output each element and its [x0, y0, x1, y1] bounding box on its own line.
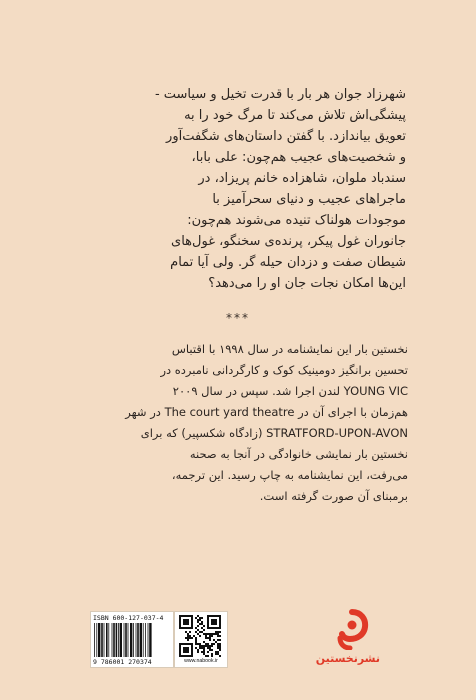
history-line: نخستین بار این نمایشنامه در سال ۱۹۹۸ با اقتباس	[171, 342, 408, 356]
synopsis-line: تعویق بیاندازد. با گفتن داستان‌های شگفت‌آور	[166, 129, 406, 144]
synopsis-line: شیطان صفت و دزدان حیله گر. ولی آیا تمام	[170, 255, 406, 270]
history-line: برمبنای آن صورت گرفته است.	[259, 489, 408, 503]
isbn-label: ISBN 600-127-037-4	[93, 614, 164, 622]
synopsis-line: این‌ها امکان نجات جان او را می‌دهد؟	[208, 276, 406, 291]
isbn-barcode	[90, 611, 174, 668]
history-line: می‌رفت، این نمایشنامه به چاپ رسید. این ترجمه،	[171, 468, 408, 482]
qr-code-icon	[179, 615, 223, 657]
qr-code	[174, 611, 228, 668]
synopsis-line: جانوران غول پیکر، پرنده‌ی سخنگو، غول‌های	[171, 234, 406, 249]
synopsis-line: و شخصیت‌های عجیب هم‌چون: علی بابا،	[191, 150, 406, 165]
synopsis-line: شهرزاد جوان هر بار با قدرت تخیل و سیاست -	[154, 87, 406, 102]
publisher-logo-icon	[330, 608, 370, 650]
history-line: هم‌زمان با اجرای آن در The court yard theatre در شهر	[125, 405, 408, 419]
history-line: STRATFORD-UPON-AVON (زادگاه شکسپیر) که برای	[140, 426, 408, 440]
history-line: نخستین بار نمایشی خانوادگی در آنجا به صحنه	[189, 447, 408, 461]
section-separator: ***	[226, 311, 250, 325]
history-line: تحسین برانگیز دومینیک کوک و کارگردانی نامبرده در	[160, 363, 408, 377]
synopsis-line: سندباد ملوان، شاهزاده خانم پریزاد، در	[198, 171, 406, 186]
synopsis-line: پیشگی‌اش تلاش می‌کند تا مرگ خود را به	[184, 108, 406, 123]
barcode-bars-icon	[94, 623, 170, 657]
production-history-paragraph	[112, 339, 408, 507]
synopsis-paragraph	[110, 84, 406, 294]
synopsis-line: ماجراهای عجیب و دنیای سحرآمیز با	[212, 192, 406, 207]
publisher-url: www.nabook.ir	[184, 658, 218, 664]
synopsis-line: موجودات هولناک تنیده می‌شوند هم‌چون:	[187, 213, 406, 228]
ean-digits: 9 786001 270374	[93, 658, 152, 666]
publisher-name: نشرنخستین	[315, 652, 380, 665]
history-line: YOUNG VIC لندن اجرا شد. سپس در سال ۲۰۰۹	[172, 384, 408, 398]
